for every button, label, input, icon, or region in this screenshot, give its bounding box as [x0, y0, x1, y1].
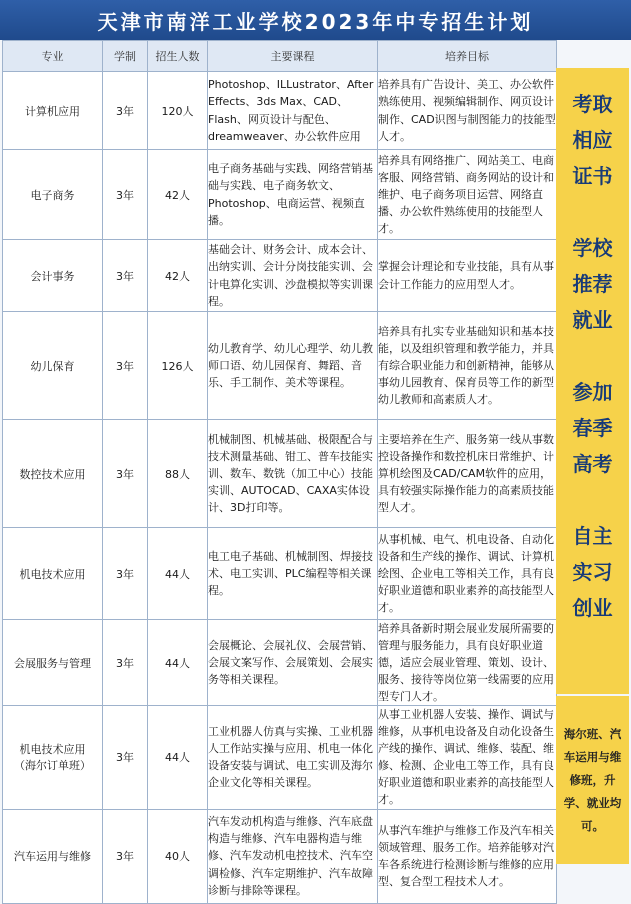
major-cell: 会计事务 — [3, 240, 103, 312]
major-cell: 计算机应用 — [3, 72, 103, 150]
years-cell: 3年 — [103, 312, 148, 420]
side-text: 推荐 — [572, 272, 613, 296]
side-text: 相应 — [572, 128, 613, 152]
courses-cell: 幼儿教育学、幼儿心理学、幼儿教师口语、幼儿园保育、舞蹈、音乐、手工制作、美术等课程。 — [208, 312, 378, 420]
table-row — [3, 312, 557, 420]
table-row — [3, 620, 557, 706]
courses-cell: 基础会计、财务会计、成本会计、出纳实训、会计分岗技能实训、会计电算化实训、沙盘模拟等实训课程。 — [208, 240, 378, 312]
years-cell: 3年 — [103, 706, 148, 809]
count-cell: 42人 — [148, 150, 208, 240]
courses-cell: Photoshop、ILLustrator、After Effects、3ds Max、CAD、Flash、网页设计与配色、dreamweaver、办公软件应用 — [208, 72, 378, 150]
table-row — [3, 240, 557, 312]
side-group-employment — [573, 230, 613, 338]
side-group-exam — [573, 374, 613, 482]
table-row — [3, 150, 557, 240]
years-cell: 3年 — [103, 809, 148, 903]
header-count: 招生人数 — [148, 41, 208, 72]
table-row — [3, 809, 557, 903]
major-cell: 机电技术应用 — [3, 528, 103, 620]
goal-cell: 从事汽车维护与维修工作及汽车相关领域管理、服务工作。培养能够对汽车各系统进行检测诊断与维修的应用型、复合型工程技术人才。 — [378, 809, 557, 903]
page-title: 天津市南洋工业学校2023年中专招生计划 — [0, 0, 631, 40]
count-cell: 42人 — [148, 240, 208, 312]
years-cell: 3年 — [103, 620, 148, 706]
courses-cell: 汽车发动机构造与维修、汽车底盘构造与维修、汽车电器构造与维修、汽车发动机电控技术、汽车空调检修、汽车定期维护、汽车故障诊断与排除等课程。 — [208, 809, 378, 903]
table-row — [3, 420, 557, 528]
side-banner — [556, 68, 629, 694]
goal-cell: 培养具有扎实专业基础知识和基本技能，以及组织管理和教学能力，并具有综合职业能力和创新精神，能够从事幼儿园教育、保育员等工作的新型幼儿教师和高素质人才。 — [378, 312, 557, 420]
courses-cell: 机械制图、机械基础、极限配合与技术测量基础、钳工、普车技能实训、数车、数铣（加工中心）技能实训、AUTOCAD、CAXA实体设计、3D打印等。 — [208, 420, 378, 528]
side-note: 海尔班、汽车运用与维修班，升学、就业均可。 — [556, 696, 629, 864]
years-cell: 3年 — [103, 72, 148, 150]
goal-cell: 从事工业机器人安装、操作、调试与维修，从事机电设备及自动化设备生产线的操作、调试、维修、装配、维修、检测、企业电工等工作，具有良好职业道德和职业素养的高技能型人才。 — [378, 706, 557, 809]
count-cell: 126人 — [148, 312, 208, 420]
side-group-startup — [573, 518, 613, 626]
goal-cell: 培养具有广告设计、美工、办公软件熟练使用、视频编辑制作、网页设计制作、CAD识图与制图能力的技能型人才。 — [378, 72, 557, 150]
side-text: 高考 — [572, 452, 613, 476]
header-courses: 主要课程 — [208, 41, 378, 72]
table-header-row — [3, 41, 557, 72]
side-text: 证书 — [572, 164, 613, 188]
major-cell: 会展服务与管理 — [3, 620, 103, 706]
major-cell: 汽车运用与维修 — [3, 809, 103, 903]
goal-cell: 培养具有网络推广、网站美工、电商客服、网络营销、商务网站的设计和维护、电子商务项目运营、网络直播、办公软件熟练使用的技能型人才。 — [378, 150, 557, 240]
major-cell: 电子商务 — [3, 150, 103, 240]
goal-cell: 主要培养在生产、服务第一线从事数控设备操作和数控机床日常维护、计算机绘图及CAD/CAM软件的应用，具有较强实际操作能力的高素质技能型人才。 — [378, 420, 557, 528]
courses-cell: 工业机器人仿真与实操、工业机器人工作站实操与应用、机电一体化设备安装与调试、电工实训及海尔企业文化等相关课程。 — [208, 706, 378, 809]
table-row — [3, 706, 557, 809]
header-goal: 培养目标 — [378, 41, 557, 72]
count-cell: 44人 — [148, 706, 208, 809]
years-cell: 3年 — [103, 150, 148, 240]
major-name: 机电技术应用 — [19, 743, 86, 757]
table-row — [3, 528, 557, 620]
side-text: 考取 — [572, 92, 613, 116]
side-text: 春季 — [572, 416, 613, 440]
major-subtitle: （海尔订单班） — [14, 759, 91, 773]
years-cell: 3年 — [103, 420, 148, 528]
courses-cell: 电子商务基础与实践、网络营销基础与实践、电子商务软文、Photoshop、电商运营、视频直播。 — [208, 150, 378, 240]
years-cell: 3年 — [103, 528, 148, 620]
side-text: 学校 — [572, 236, 613, 260]
goal-cell: 掌握会计理论和专业技能，具有从事会计工作能力的应用型人才。 — [378, 240, 557, 312]
goal-cell: 从事机械、电气、机电设备、自动化设备和生产线的操作、调试、计算机绘图、企业电工等相关工作，具有良好职业道德和职业素养的高技能型人才。 — [378, 528, 557, 620]
count-cell: 120人 — [148, 72, 208, 150]
side-text: 自主 — [572, 524, 613, 548]
enrollment-table — [2, 40, 557, 904]
major-cell — [3, 706, 103, 809]
major-cell: 数控技术应用 — [3, 420, 103, 528]
side-group-certificate — [573, 86, 613, 194]
side-text: 创业 — [572, 596, 613, 620]
side-text: 参加 — [572, 380, 613, 404]
header-years: 学制 — [103, 41, 148, 72]
side-text: 实习 — [572, 560, 613, 584]
goal-cell: 培养具备新时期会展业发展所需要的管理与服务能力，具有良好职业道德，适应会展业管理、策划、设计、服务、接待等岗位第一线需要的应用型专门人才。 — [378, 620, 557, 706]
table-row — [3, 72, 557, 150]
count-cell: 88人 — [148, 420, 208, 528]
years-cell: 3年 — [103, 240, 148, 312]
count-cell: 40人 — [148, 809, 208, 903]
courses-cell: 会展概论、会展礼仪、会展营销、会展文案写作、会展策划、会展实务等相关课程。 — [208, 620, 378, 706]
major-cell: 幼儿保育 — [3, 312, 103, 420]
side-text: 就业 — [572, 308, 613, 332]
header-major: 专业 — [3, 41, 103, 72]
count-cell: 44人 — [148, 620, 208, 706]
courses-cell: 电工电子基础、机械制图、焊接技术、电工实训、PLC编程等相关课程。 — [208, 528, 378, 620]
count-cell: 44人 — [148, 528, 208, 620]
